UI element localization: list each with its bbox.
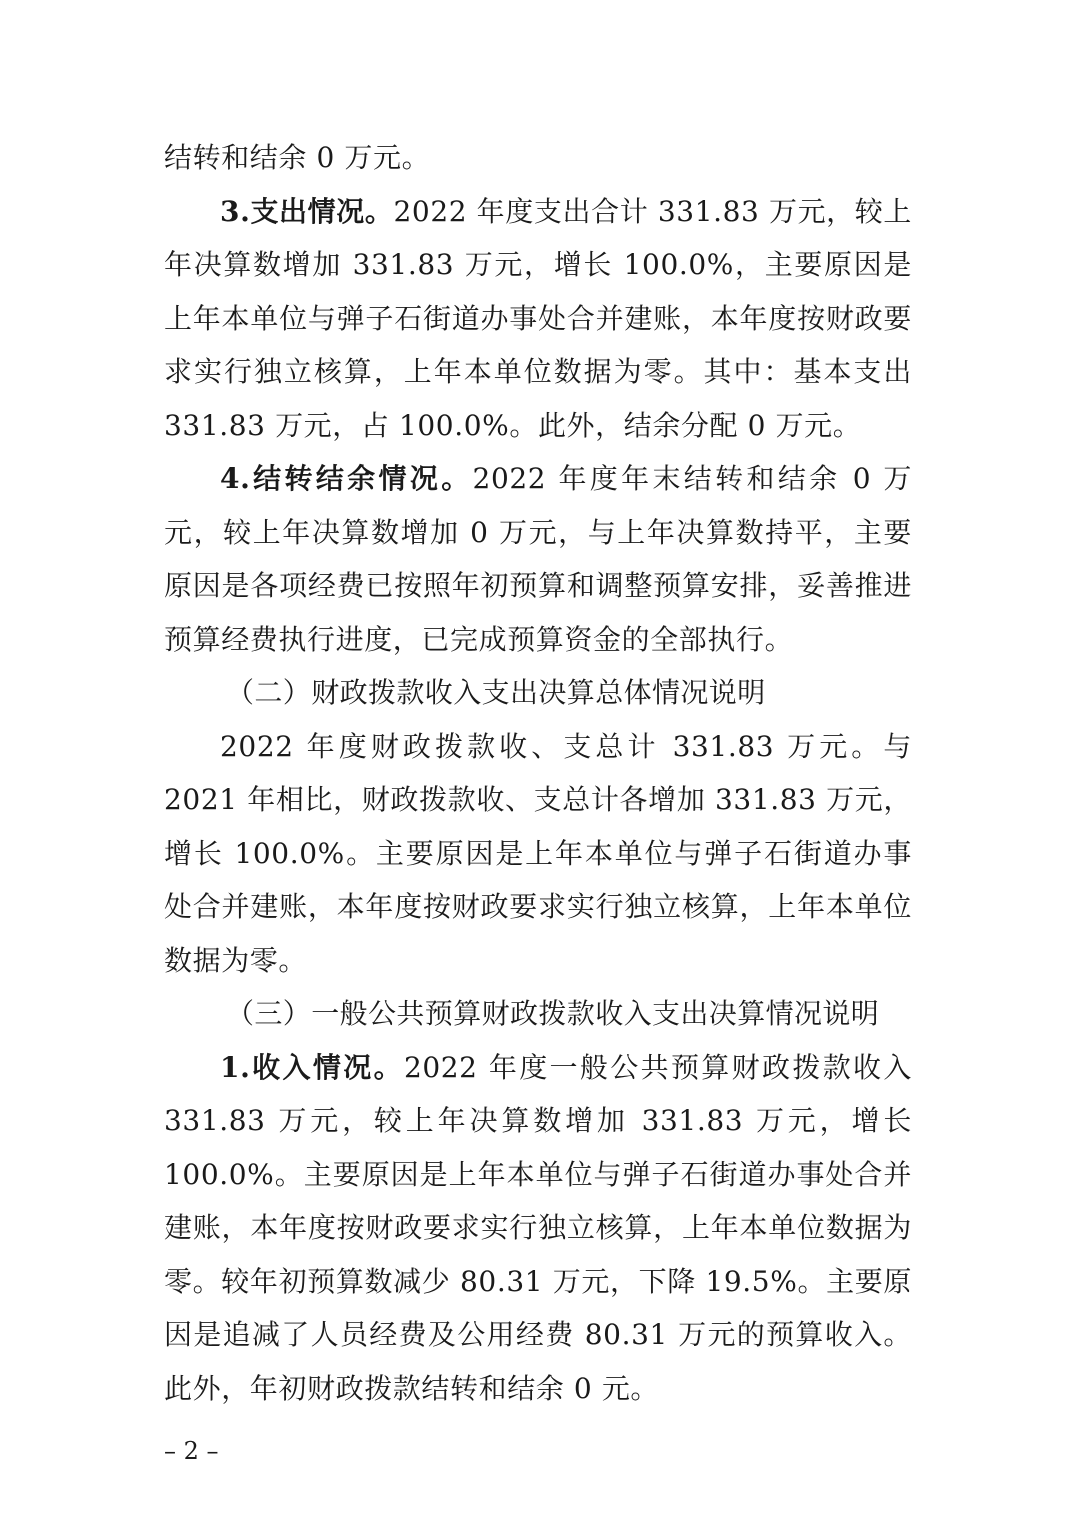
paragraph-text: 2022 年度支出合计 331.83 万元，较上年决算数增加 331.83 万元，增长 100.0%，主要原因是上年本单位与弹子石街道办事处合并建账，本年度按财政要求实行独立核算，上年本单位数据为零。其中：基本支出 331.83 万元，占 100.0%。此外，结余分配 0 万元。 [164, 194, 912, 442]
heading-text: （二）财政拨款收入支出决算总体情况说明 [226, 676, 766, 709]
document-body [164, 131, 912, 1415]
expenditure-paragraph [164, 185, 912, 453]
carryover-paragraph [164, 452, 912, 666]
section-heading-3 [164, 987, 912, 1041]
paragraph-text: 2022 年度年末结转和结余 0 万元，较上年决算数增加 0 万元，与上年决算数持平，主要原因是各项经费已按照年初预算和调整预算安排，妥善推进预算经费执行进度，已完成预算资金的全部执行。 [164, 462, 912, 656]
page-number: – 2 – [164, 1437, 219, 1465]
paragraph-text: 结转和结余 0 万元。 [164, 141, 431, 174]
paragraph-text: 2022 年度财政拨款收、支总计 331.83 万元。与 2021 年相比，财政拨款收、支总计各增加 331.83 万元，增长 100.0%。主要原因是上年本单位与弹子石街道办事处合并建账，本年度按财政要求实行独立核算，上年本单位数据为零。 [164, 729, 912, 977]
continuation-paragraph [164, 131, 912, 185]
paragraph-text: 2022 年度一般公共预算财政拨款收入 331.83 万元，较上年决算数增加 331.83 万元，增长 100.0%。主要原因是上年本单位与弹子石街道办事处合并建账，本年度按财政要求实行独立核算，上年本单位数据为零。较年初预算数减少 80.31 万元，下降 19.5%。主要原因是追减了人员经费及公用经费 80.31 万元的预算收入。此外，年初财政拨款结转和结余 0 元。 [164, 1050, 912, 1405]
paragraph-lead: 3.支出情况。 [220, 194, 394, 228]
paragraph-lead: 4.结转结余情况。 [220, 462, 473, 495]
income-paragraph [164, 1041, 912, 1416]
heading-text: （三）一般公共预算财政拨款收入支出决算情况说明 [226, 997, 880, 1030]
section-heading-2 [164, 666, 912, 720]
fiscal-appropriation-paragraph [164, 720, 912, 988]
paragraph-lead: 1.收入情况。 [220, 1050, 404, 1084]
